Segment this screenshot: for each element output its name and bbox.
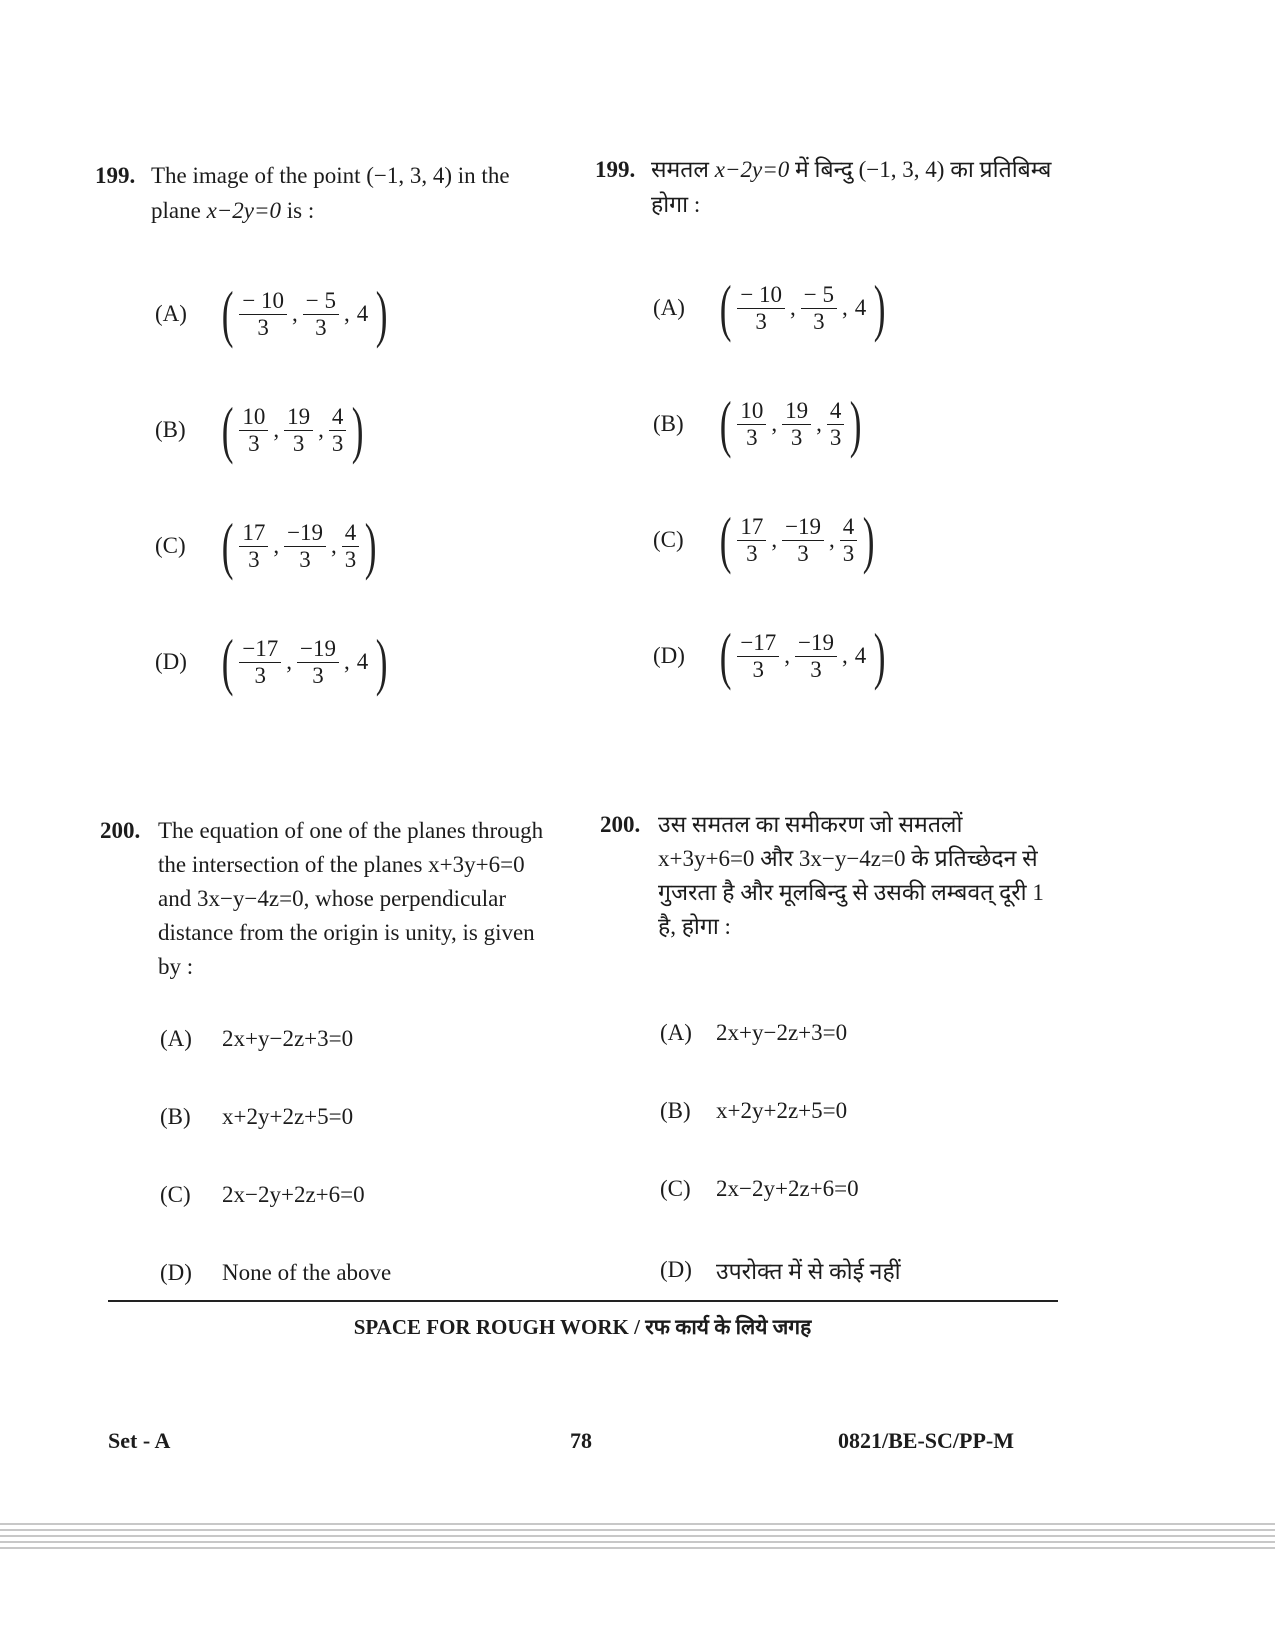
right-paren: ) [376,278,388,349]
q199-english [95,158,565,228]
right-paren: ) [352,394,364,465]
coordinate-value: 4 [356,301,369,326]
q199-hindi [595,152,1065,222]
denominator: 3 [257,314,269,340]
right-paren: ) [874,272,886,343]
numerator: −19 [795,630,837,657]
fraction [782,398,811,451]
numerator: −19 [782,514,824,541]
q199-option-a[interactable] [653,272,891,343]
q200-en-option-b[interactable]: (B) x+2y+2z+5=0 [160,1104,354,1129]
denominator: 3 [752,656,765,682]
left-paren: ( [719,388,732,459]
left-paren: ( [221,510,234,581]
denominator: 3 [248,430,260,456]
comma: , [318,417,324,442]
numerator: 10 [239,404,268,431]
numerator: 17 [239,520,268,547]
left-paren: ( [221,394,234,465]
fraction [827,398,845,451]
comma: , [331,533,337,558]
coordinate-tuple [715,272,891,343]
coordinate-tuple [715,620,891,691]
q199-option-b[interactable] [653,388,867,459]
comma: , [829,527,835,552]
fraction [737,514,766,567]
option-label: (D) [155,649,187,674]
question-text: The equation of one of the planes through the intersection of the planes x+3y+6=0 and 3x−y−4z=0, whose perpendicular distance from the origin is unity, is given by : [158,818,544,979]
option-label: (B) [155,417,186,442]
question-number: 199. [595,157,636,182]
denominator: 3 [344,546,357,572]
denominator: 3 [813,308,825,334]
comma: , [273,533,280,558]
denominator: 3 [299,546,311,572]
numerator: 4 [827,398,845,425]
coordinate-value: 4 [356,649,369,674]
comma: , [344,301,350,326]
q200-en-option-c[interactable]: (C) 2x−2y+2z+6=0 [160,1182,365,1207]
option-label: (A) [653,295,685,320]
numerator: 10 [737,398,766,425]
numerator: −19 [297,636,339,663]
numerator: − 10 [737,282,785,309]
denominator: 3 [842,540,855,566]
fraction [284,404,313,457]
left-paren: ( [719,620,732,691]
comma: , [784,643,791,668]
option-label: (C) [653,527,684,552]
q200-en-option-d[interactable]: (D) None of the above [160,1260,392,1285]
right-paren: ) [850,388,862,459]
comma: , [816,411,822,436]
coordinate-tuple [217,510,382,581]
numerator: − 5 [801,282,837,309]
fraction [782,514,824,567]
fraction [737,282,785,335]
denominator: 3 [315,314,327,340]
q199-option-d[interactable] [155,626,393,697]
numerator: 4 [342,520,360,547]
comma: , [771,411,778,436]
footer-set: Set - A [108,1428,171,1453]
fraction [737,398,766,451]
q199-option-c[interactable] [155,510,382,581]
numerator: 17 [737,514,766,541]
rough-work-rule [108,1300,1058,1302]
denominator: 3 [797,540,809,566]
fraction [329,404,347,457]
fraction [239,404,268,457]
numerator: − 5 [303,288,339,315]
question-number: 200. [100,818,141,843]
option-label: (D) [653,643,685,668]
q200-hi-option-b[interactable]: (B) x+2y+2z+5=0 [660,1098,848,1123]
denominator: 3 [292,430,305,456]
rough-work-heading: SPACE FOR ROUGH WORK / रफ कार्य के लिये जगह [353,1315,812,1339]
question-text: The image of the point (−1, 3, 4) in the plane x−2y=0 is : [151,163,510,223]
coordinate-tuple [217,394,369,465]
denominator: 3 [331,430,344,456]
option-label: (B) [653,411,684,436]
q199-option-d[interactable] [653,620,891,691]
right-paren: ) [376,626,388,697]
numerator: −17 [239,636,281,663]
numerator: −19 [284,520,326,547]
numerator: 4 [840,514,858,541]
denominator: 3 [248,546,260,572]
question-text: उस समतल का समीकरण जो समतलों x+3y+6=0 और 3x−y−4z=0 के प्रतिच्छेदन से गुजरता है और मूलबिन्दु से उसकी लम्बवत् दूरी 1 है, होगा : [658,812,1044,939]
coordinate-tuple [715,388,867,459]
fraction [239,520,268,573]
comma: , [790,295,796,320]
denominator: 3 [746,540,758,566]
fraction [801,282,837,335]
footer-page-number: 78 [570,1428,592,1453]
question-number: 200. [600,812,641,837]
denominator: 3 [312,662,324,688]
left-paren: ( [221,626,234,697]
comma: , [292,301,298,326]
question-text: समतल x−2y=0 में बिन्दु (−1, 3, 4) का प्रतिबिम्ब होगा : [651,157,1052,217]
q199-option-a[interactable] [155,278,393,349]
q200-english [100,814,560,984]
left-paren: ( [719,504,732,575]
left-paren: ( [719,272,732,343]
coordinate-value: 4 [854,295,867,320]
comma: , [344,649,350,674]
denominator: 3 [829,424,842,450]
question-number: 199. [95,163,136,188]
denominator: 3 [810,656,822,682]
fraction [239,288,287,341]
option-label: (C) [155,533,186,558]
q200-hi-option-a[interactable]: (A) 2x+y−2z+3=0 [660,1020,848,1045]
denominator: 3 [746,424,758,450]
q200-hindi [600,808,1060,944]
coordinate-tuple [217,278,393,349]
comma: , [771,527,778,552]
left-paren: ( [221,278,234,349]
coordinate-tuple [715,504,880,575]
fraction [840,514,858,567]
comma: , [842,295,848,320]
fraction [297,636,339,689]
numerator: − 10 [239,288,287,315]
denominator: 3 [755,308,767,334]
scan-edge-lines [0,1523,1275,1563]
fraction [795,630,837,683]
fraction [284,520,326,573]
comma: , [273,417,280,442]
numerator: 19 [782,398,811,425]
right-paren: ) [863,504,875,575]
fraction [303,288,339,341]
q199-option-b[interactable] [155,394,369,465]
comma: , [286,649,293,674]
right-paren: ) [874,620,886,691]
q200-hi-option-d[interactable]: (D) उपरोक्त में से कोई नहीं [660,1257,901,1284]
fraction [239,636,281,689]
option-label: (A) [155,301,187,326]
q199-option-c[interactable] [653,504,880,575]
comma: , [842,643,848,668]
coordinate-value: 4 [854,643,867,668]
denominator: 3 [254,662,267,688]
numerator: −17 [737,630,779,657]
q200-en-option-a[interactable]: (A) 2x+y−2z+3=0 [160,1026,354,1051]
numerator: 4 [329,404,347,431]
numerator: 19 [284,404,313,431]
fraction [737,630,779,683]
q200-hi-option-c[interactable]: (C) 2x−2y+2z+6=0 [660,1176,859,1201]
fraction [342,520,360,573]
footer-paper-code: 0821/BE-SC/PP-M [838,1428,1014,1453]
coordinate-tuple [217,626,393,697]
right-paren: ) [365,510,377,581]
denominator: 3 [790,424,803,450]
